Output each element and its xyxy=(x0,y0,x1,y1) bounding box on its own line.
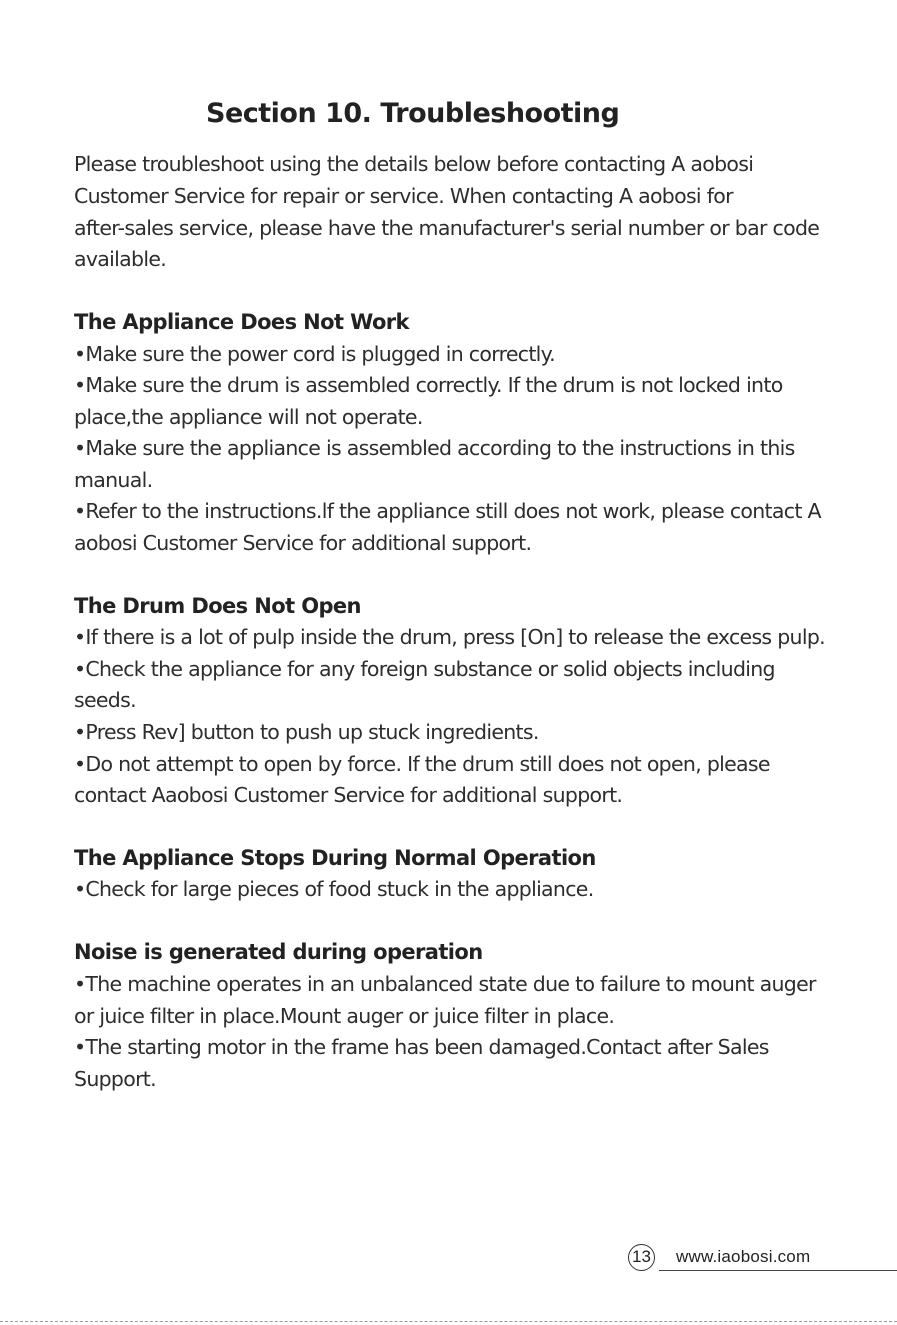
section-heading-not-work: The Appliance Does Not Work xyxy=(74,310,409,334)
section-heading-drum-open: The Drum Does Not Open xyxy=(74,594,361,618)
section-line: •Check for large pieces of food stuck in the appliance. xyxy=(74,877,594,901)
section-heading-noise: Noise is generated during operation xyxy=(74,940,483,964)
footer-website: www.iaobosi.com xyxy=(676,1247,811,1266)
page-footer xyxy=(628,1240,810,1274)
section-line: •Make sure the appliance is assembled according to the instructions in this xyxy=(74,436,795,460)
section-heading-stops: The Appliance Stops During Normal Operation xyxy=(74,846,596,870)
section-line: Support. xyxy=(74,1067,156,1091)
intro-line: available. xyxy=(74,247,167,271)
section-line: manual. xyxy=(74,468,153,492)
page-number-badge: 13 xyxy=(628,1244,655,1271)
section-line: seeds. xyxy=(74,688,136,712)
page-title: Section 10. Troubleshooting xyxy=(206,98,620,129)
section-line: •Make sure the drum is assembled correctly. If the drum is not locked into xyxy=(74,373,783,397)
section-line: •Make sure the power cord is plugged in correctly. xyxy=(74,342,556,366)
intro-line: Please troubleshoot using the details below before contacting A aobosi xyxy=(74,152,754,176)
section-line: •If there is a lot of pulp inside the drum, press [On] to release the excess pulp. xyxy=(74,625,825,649)
section-line: aobosi Customer Service for additional support. xyxy=(74,531,532,555)
section-line: •Check the appliance for any foreign substance or solid objects including xyxy=(74,657,775,681)
section-line: •The starting motor in the frame has been damaged.Contact after Sales xyxy=(74,1035,769,1059)
section-line: contact Aaobosi Customer Service for additional support. xyxy=(74,783,623,807)
section-line: •Do not attempt to open by force. If the drum still does not open, please xyxy=(74,752,770,776)
intro-line: Customer Service for repair or service. When contacting A aobosi for xyxy=(74,184,733,208)
section-line: or juice filter in place.Mount auger or juice filter in place. xyxy=(74,1004,615,1028)
section-line: •The machine operates in an unbalanced state due to failure to mount auger xyxy=(74,972,816,996)
intro-line: after-sales service, please have the manufacturer's serial number or bar code xyxy=(74,216,820,240)
section-line: •Press Rev] button to push up stuck ingredients. xyxy=(74,720,539,744)
page-bottom-edge xyxy=(0,1321,897,1322)
footer-divider xyxy=(659,1270,897,1271)
section-line: place,the appliance will not operate. xyxy=(74,405,423,429)
section-line: •Refer to the instructions.lf the appliance still does not work, please contact A xyxy=(74,499,821,523)
